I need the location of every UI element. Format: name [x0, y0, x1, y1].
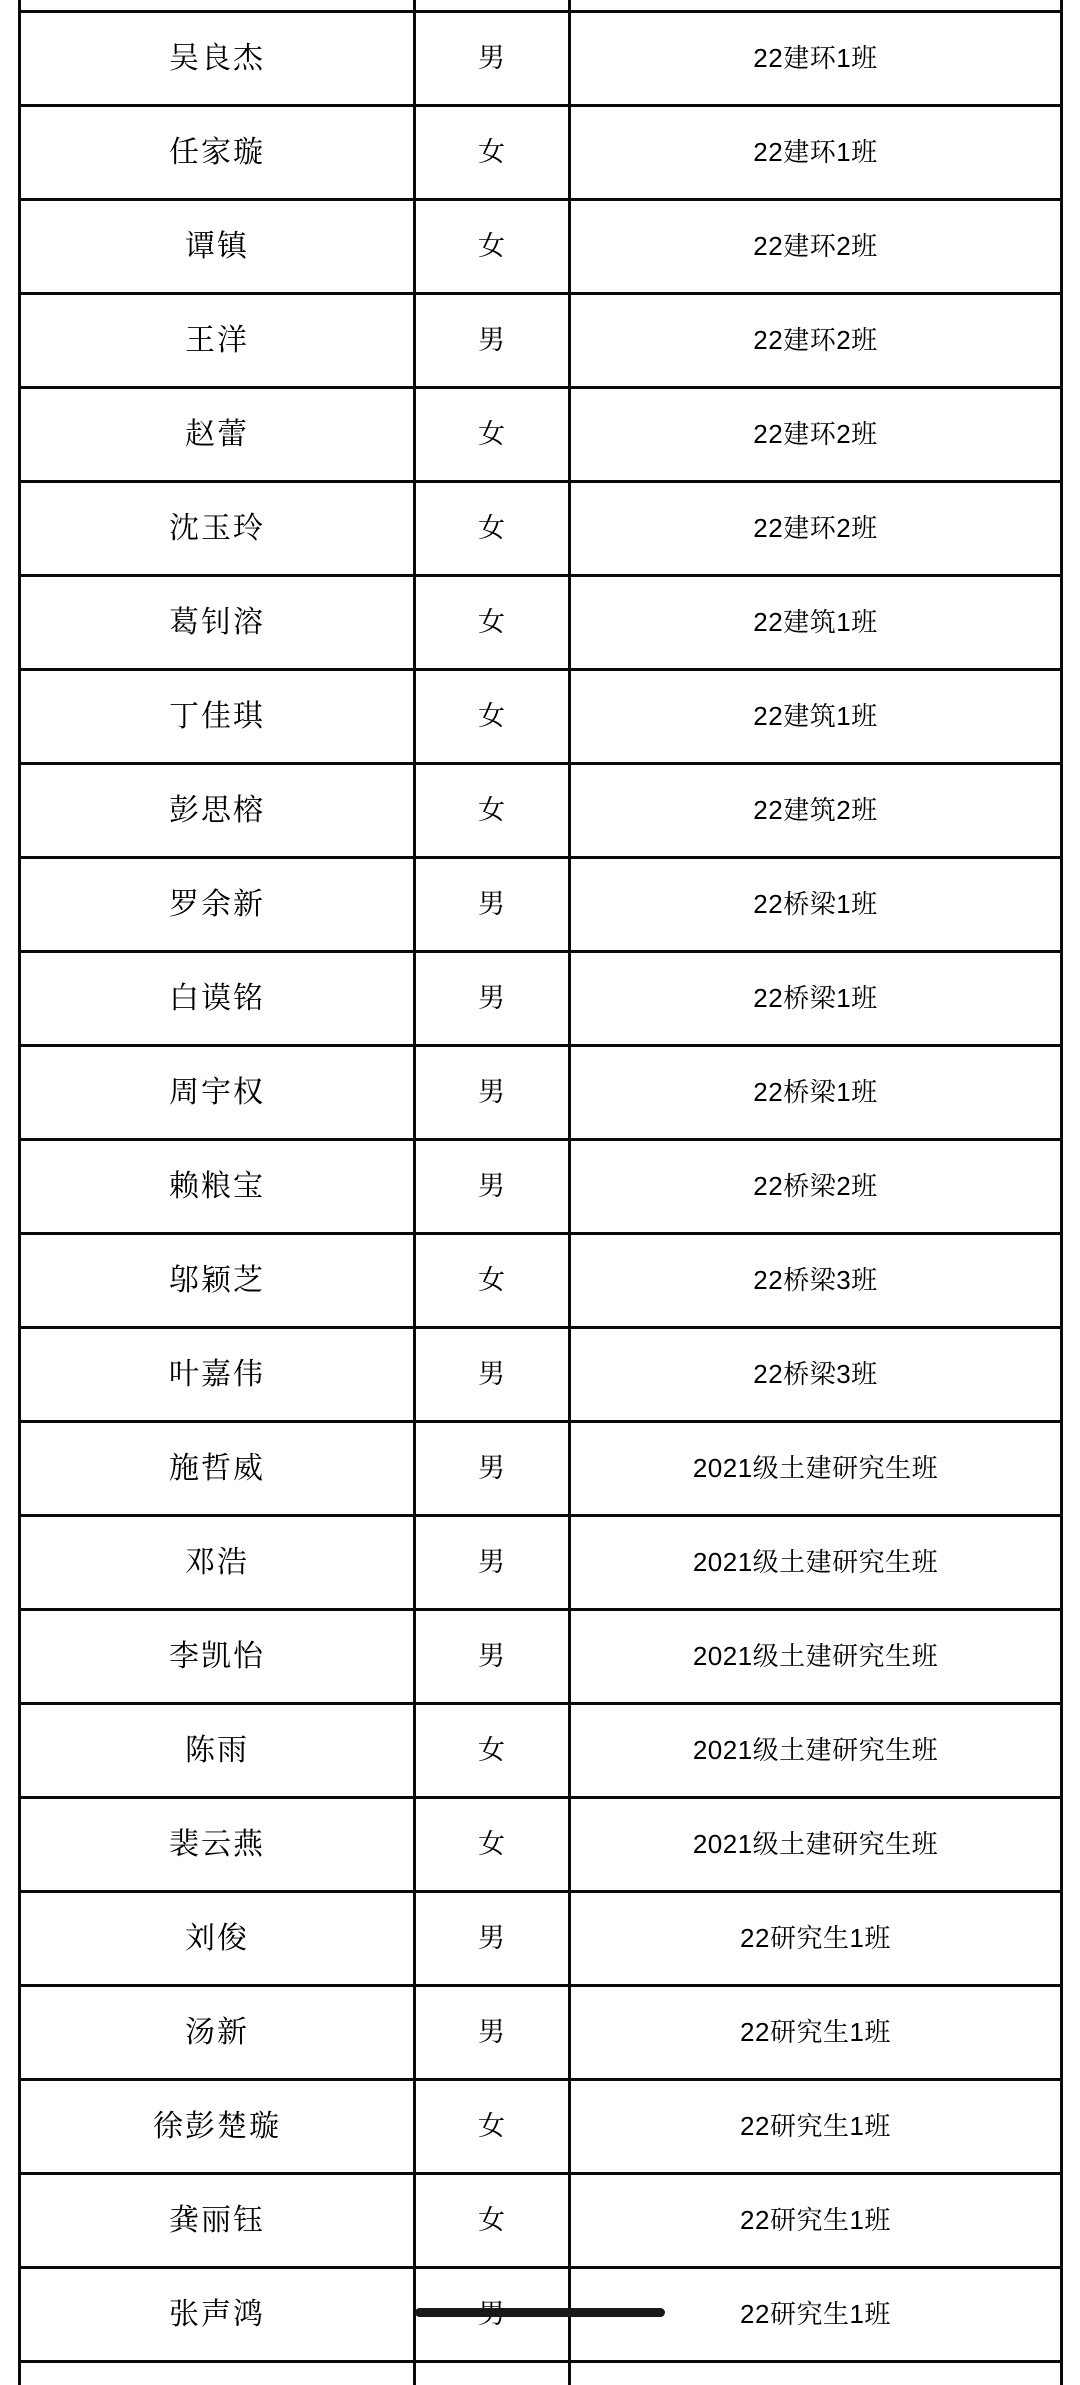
cell-name: 赵蕾 [20, 388, 415, 482]
table-row [20, 858, 1062, 952]
cell-name: 白谟铭 [20, 952, 415, 1046]
cell-sex: 男 [415, 294, 570, 388]
cell-name: 彭思榕 [20, 764, 415, 858]
cell-name: 张声鸿 [20, 2268, 415, 2362]
table-row [20, 1798, 1062, 1892]
cell-class [570, 0, 1062, 12]
table-row [20, 2080, 1062, 2174]
cell-sex: 女 [415, 106, 570, 200]
cell-class: 22研究生1班 [570, 1986, 1062, 2080]
cell-class: 22建环2班 [570, 482, 1062, 576]
student-roster-table [18, 0, 1063, 2385]
cell-class: 22研究生1班 [570, 2080, 1062, 2174]
cell-sex: 女 [415, 576, 570, 670]
table-row [20, 12, 1062, 106]
cell-name: 葛钊溶 [20, 576, 415, 670]
cell-name: 汤新 [20, 1986, 415, 2080]
cell-name: 邬颖芝 [20, 1234, 415, 1328]
cell-class: 22研究生1班 [570, 2268, 1062, 2362]
cell-class: 2021级土建研究生班 [570, 1516, 1062, 1610]
cell-class: 22建环2班 [570, 294, 1062, 388]
table-row [20, 2174, 1062, 2268]
table-row [20, 1892, 1062, 1986]
cell-name: 裴云燕 [20, 1798, 415, 1892]
cell-name: 陈雨 [20, 1704, 415, 1798]
cell-class: 22桥梁3班 [570, 1328, 1062, 1422]
cell-class: 2021级土建研究生班 [570, 1704, 1062, 1798]
cell-class: 22建环2班 [570, 388, 1062, 482]
table-row [20, 1516, 1062, 1610]
cell-name: 谭镇 [20, 200, 415, 294]
cell-class: 22研究生1班 [570, 1892, 1062, 1986]
cell-class: 2021级土建研究生班 [570, 1422, 1062, 1516]
cell-sex: 女 [415, 670, 570, 764]
cell-class: 22研究生1班 [570, 2174, 1062, 2268]
cell-sex: 男 [415, 12, 570, 106]
cell-class: 22建筑1班 [570, 576, 1062, 670]
cell-name: 周宇权 [20, 1046, 415, 1140]
cell-sex: 女 [415, 1704, 570, 1798]
cell-name [20, 0, 415, 12]
table-row [20, 1046, 1062, 1140]
cell-class: 22建环1班 [570, 106, 1062, 200]
cell-sex: 男 [415, 858, 570, 952]
cell-class: 22桥梁1班 [570, 952, 1062, 1046]
table-row-partial-top [20, 0, 1062, 12]
cell-name: 徐彭楚璇 [20, 2080, 415, 2174]
cell-sex [415, 2362, 570, 2385]
cell-name: 罗余新 [20, 858, 415, 952]
cell-name: 叶嘉伟 [20, 1328, 415, 1422]
cell-sex: 女 [415, 2080, 570, 2174]
cell-class: 2021级土建研究生班 [570, 1798, 1062, 1892]
cell-sex: 女 [415, 2174, 570, 2268]
cell-class: 22桥梁1班 [570, 858, 1062, 952]
cell-sex: 女 [415, 1234, 570, 1328]
table-row [20, 1422, 1062, 1516]
cell-name: 龚丽钰 [20, 2174, 415, 2268]
table-row [20, 1328, 1062, 1422]
cell-class: 22建环2班 [570, 200, 1062, 294]
cell-name: 施哲威 [20, 1422, 415, 1516]
cell-name: 赖粮宝 [20, 1140, 415, 1234]
cell-name: 刘俊 [20, 1892, 415, 1986]
cell-sex: 男 [415, 1986, 570, 2080]
cell-name: 任家璇 [20, 106, 415, 200]
cell-sex: 男 [415, 1140, 570, 1234]
table-row-partial-bottom [20, 2362, 1062, 2385]
cell-sex: 男 [415, 952, 570, 1046]
cell-class: 22建环1班 [570, 12, 1062, 106]
cell-sex: 男 [415, 1046, 570, 1140]
cell-sex: 女 [415, 1798, 570, 1892]
cell-name [20, 2362, 415, 2385]
cell-name: 王洋 [20, 294, 415, 388]
cell-class: 2021级土建研究生班 [570, 1610, 1062, 1704]
table-row [20, 1610, 1062, 1704]
cell-class: 22桥梁1班 [570, 1046, 1062, 1140]
table-row [20, 482, 1062, 576]
table-row [20, 764, 1062, 858]
cell-sex: 男 [415, 1610, 570, 1704]
cell-class: 22建筑2班 [570, 764, 1062, 858]
cell-sex: 女 [415, 200, 570, 294]
table-row [20, 294, 1062, 388]
cell-name: 邓浩 [20, 1516, 415, 1610]
cell-sex: 男 [415, 1422, 570, 1516]
cell-sex: 女 [415, 388, 570, 482]
cell-class: 22桥梁3班 [570, 1234, 1062, 1328]
cell-sex: 男 [415, 1328, 570, 1422]
cell-sex: 女 [415, 764, 570, 858]
table-row [20, 1140, 1062, 1234]
cell-name: 丁佳琪 [20, 670, 415, 764]
table-row [20, 200, 1062, 294]
table-row [20, 1234, 1062, 1328]
cell-class [570, 2362, 1062, 2385]
cell-sex: 女 [415, 482, 570, 576]
cell-name: 吴良杰 [20, 12, 415, 106]
home-indicator[interactable] [415, 2308, 665, 2317]
cell-class: 22建筑1班 [570, 670, 1062, 764]
table-row [20, 952, 1062, 1046]
table-body [20, 0, 1062, 2385]
cell-name: 沈玉玲 [20, 482, 415, 576]
cell-name: 李凯怡 [20, 1610, 415, 1704]
cell-class: 22桥梁2班 [570, 1140, 1062, 1234]
table-row [20, 388, 1062, 482]
table-row [20, 576, 1062, 670]
table-row [20, 106, 1062, 200]
cell-sex [415, 0, 570, 12]
table-row [20, 1704, 1062, 1798]
cell-sex: 男 [415, 1892, 570, 1986]
cell-sex: 男 [415, 1516, 570, 1610]
table-row [20, 670, 1062, 764]
table-row [20, 1986, 1062, 2080]
